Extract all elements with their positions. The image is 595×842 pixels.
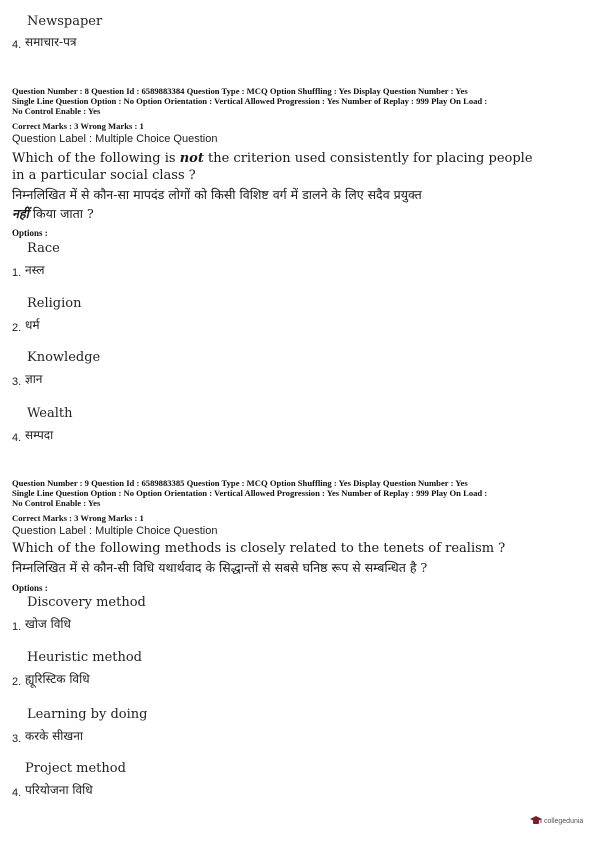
q9-meta-line1: Question Number : 9 Question Id : 6589883385 Question Type : MCQ Option Shuffling : Yes Display Question Number : Yes <box>12 478 468 488</box>
q9-options-heading: Options : <box>12 583 48 593</box>
collegedunia-logo <box>530 812 583 831</box>
q8-options-heading: Options : <box>12 228 48 238</box>
q8-option-2-en: Religion <box>27 296 82 311</box>
q8-text-emphasis: not <box>179 151 204 166</box>
graduation-cap-icon <box>530 812 542 831</box>
prev-option-4-number: 4. <box>12 39 22 51</box>
q9-option-1-number: 1. <box>12 621 22 633</box>
q8-option-4-number: 4. <box>12 432 22 444</box>
q9-option-1-hi: खोज विधि <box>25 617 71 631</box>
q8-text-part1: Which of the following is <box>12 151 180 166</box>
q9-option-4-en: Project method <box>25 761 126 776</box>
q8-option-2-hi: धर्म <box>25 318 40 332</box>
q8-meta-line2: Single Line Question Option : No Option Orientation : Vertical Allowed Progression : Yes Number of Replay : 999 Play On Load : <box>12 96 488 106</box>
q8-option-1-en: Race <box>27 241 60 256</box>
q9-option-2-hi: ह्यूरिस्टिक विधि <box>25 672 90 686</box>
logo-text: collegedunia <box>544 818 584 825</box>
q8-hi-emphasis: नहीं <box>12 206 29 221</box>
q9-option-4-hi: परियोजना विधि <box>25 783 93 797</box>
q9-question-label: Question Label : Multiple Choice Question <box>12 525 218 537</box>
q9-option-4-number: 4. <box>12 787 22 799</box>
q8-hi-rest: किया जाता ? <box>28 206 94 221</box>
q9-option-3-number: 3. <box>12 733 22 745</box>
q8-text-part3: the criterion used consistently for placing people <box>203 151 533 166</box>
q8-question-label: Question Label : Multiple Choice Question <box>12 133 218 145</box>
q8-option-4-en: Wealth <box>27 406 73 421</box>
q8-meta-line1: Question Number : 8 Question Id : 6589883384 Question Type : MCQ Option Shuffling : Yes Display Question Number : Yes <box>12 86 468 96</box>
q9-option-3-hi: करके सीखना <box>25 729 83 743</box>
q9-marks: Correct Marks : 3 Wrong Marks : 1 <box>12 513 144 523</box>
q8-question-text-en-line2: in a particular social class ? <box>12 168 196 183</box>
q9-meta-line3: No Control Enable : Yes <box>12 498 101 508</box>
q8-option-1-hi: नस्ल <box>25 263 45 277</box>
q9-question-text-en: Which of the following methods is closely related to the tenets of realism ? <box>12 541 506 556</box>
q8-option-3-hi: ज्ञान <box>25 372 43 386</box>
q9-option-2-en: Heuristic method <box>27 650 143 665</box>
q8-question-text-en-line1 <box>12 151 533 166</box>
q9-question-text-hi: निम्नलिखित में से कौन-सी विधि यथार्थवाद के सिद्धान्तों से सबसे घनिष्ठ रूप से सम्बन्धित है ? <box>12 560 428 575</box>
q8-option-3-number: 3. <box>12 376 22 388</box>
q8-option-1-number: 1. <box>12 267 22 279</box>
q9-option-3-en: Learning by doing <box>27 707 148 722</box>
q8-question-text-hi-line2 <box>12 205 94 222</box>
q9-option-1-en: Discovery method <box>27 595 146 610</box>
prev-option-4-en: Newspaper <box>27 14 103 29</box>
prev-option-4-hi: समाचार-पत्र <box>25 35 77 49</box>
q8-option-4-hi: सम्पदा <box>25 428 54 442</box>
q8-marks: Correct Marks : 3 Wrong Marks : 1 <box>12 121 144 131</box>
q9-meta-line2: Single Line Question Option : No Option Orientation : Vertical Allowed Progression : Yes Number of Replay : 999 Play On Load : <box>12 488 488 498</box>
q8-meta-line3: No Control Enable : Yes <box>12 106 101 116</box>
q8-question-text-hi-line1: निम्नलिखित में से कौन-सा मापदंड लोगों को किसी विशिष्ट वर्ग में डालने के लिए सदैव प्रयुक्त <box>12 187 422 202</box>
q8-option-3-en: Knowledge <box>27 350 101 365</box>
q9-option-2-number: 2. <box>12 676 22 688</box>
q8-option-2-number: 2. <box>12 322 22 334</box>
